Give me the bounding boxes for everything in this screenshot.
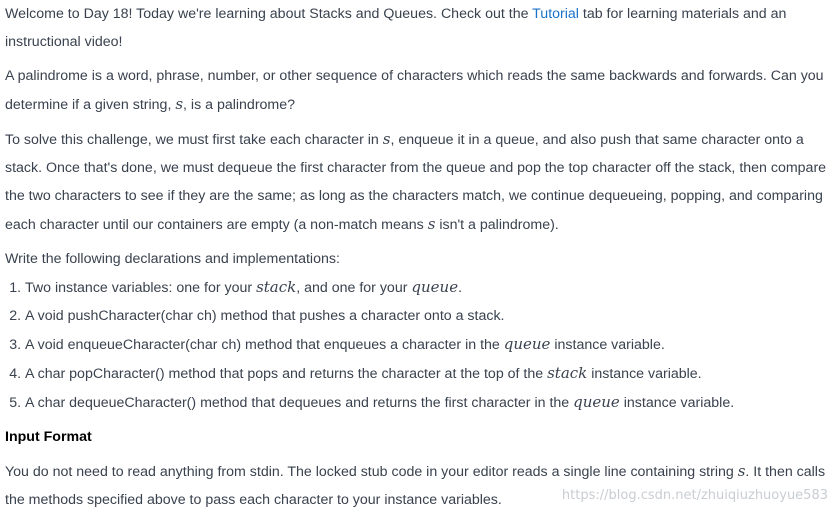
- math-var-queue: queue: [573, 393, 620, 411]
- list-item: [25, 302, 831, 330]
- list-item: [25, 273, 831, 302]
- math-var-stack: stack: [547, 364, 588, 382]
- palindrome-paragraph: [5, 62, 831, 119]
- math-var-queue: queue: [503, 335, 551, 353]
- math-var-queue: queue: [411, 278, 459, 296]
- math-var-s: s: [427, 215, 436, 233]
- palindrome-text-end: , is a palindrome?: [183, 97, 296, 113]
- list-text: Two instance variables: one for your: [25, 280, 257, 296]
- list-text: .: [458, 280, 463, 296]
- list-text: A void pushCharacter(char ch) method that pushes a character onto a stack.: [25, 308, 505, 324]
- input-format-text-end: . It then calls the methods specified above to pass each character to your instance variables.: [5, 464, 826, 508]
- solve-text: To solve this challenge, we must first take each character in: [5, 132, 383, 148]
- list-item: [25, 359, 831, 388]
- input-format-paragraph: [5, 457, 831, 514]
- list-text: instance variable.: [550, 337, 665, 353]
- list-item: [25, 388, 831, 417]
- math-var-s: s: [175, 95, 184, 113]
- problem-statement: [5, 0, 831, 514]
- intro-paragraph: [5, 0, 831, 56]
- input-format-heading: Input Format: [5, 429, 92, 445]
- math-var-s: s: [382, 130, 391, 148]
- list-text: A char popCharacter() method that pops and returns the character at the top of the: [25, 366, 548, 382]
- list-item: [25, 330, 831, 359]
- math-var-stack: stack: [256, 278, 297, 296]
- intro-text: Welcome to Day 18! Today we're learning about Stacks and Queues. Check out the: [5, 6, 533, 22]
- solve-text-end: isn't a palindrome).: [435, 217, 559, 233]
- list-text: A char dequeueCharacter() method that dequeues and returns the first character in the: [25, 395, 574, 411]
- math-var-s: s: [737, 462, 746, 480]
- watermark-url: https://blog.csdn.net/zhuiqiuzhuoyue583: [561, 488, 828, 503]
- tutorial-link[interactable]: Tutorial: [532, 6, 579, 22]
- list-text: instance variable.: [619, 395, 735, 411]
- input-format-text: You do not need to read anything from stdin. The locked stub code in your editor reads a single line containing string: [5, 464, 738, 480]
- list-text: A void enqueueCharacter(char ch) method that enqueues a character in the: [25, 337, 504, 353]
- requirements-list: [5, 273, 831, 417]
- list-text: instance variable.: [587, 366, 702, 382]
- intro-text-end: tab for learning materials and an instructional video!: [5, 6, 787, 50]
- solve-paragraph: [5, 125, 831, 239]
- list-text: , and one for your: [296, 280, 412, 296]
- palindrome-text: A palindrome is a word, phrase, number, or other sequence of characters which reads the same backwards and forwards. Can you determine if a given string,: [5, 68, 824, 113]
- solve-text-mid: , enqueue it in a queue, and also push that same character onto a stack. Once that's done, we must dequeue the first character from the queue and pop the top character off the stack, then compare the two characters to see if they are the same; as long as the characters match, we continue dequeueing, popping, and comparing each character until our containers are empty (a non-match means: [5, 132, 827, 233]
- write-intro: Write the following declarations and implementations:: [5, 251, 340, 267]
